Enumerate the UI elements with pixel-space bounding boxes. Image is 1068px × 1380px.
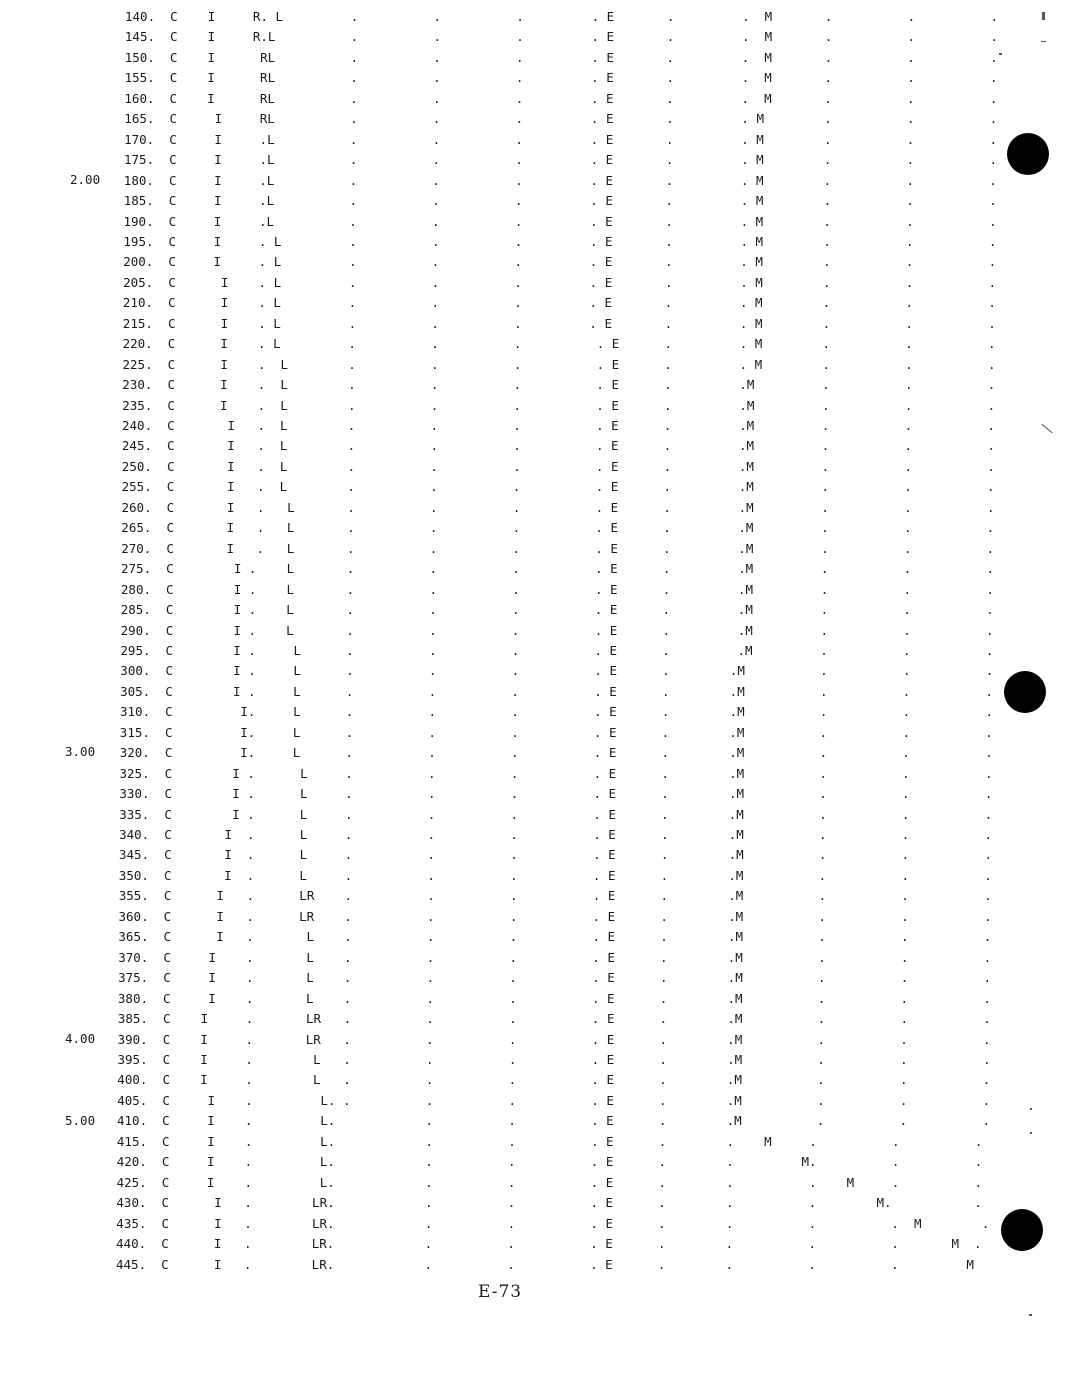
plot-row: 355. C I . LR . . . . E . .M . . . [118, 888, 992, 904]
plot-row: 155. C I RL . . . . E . . M . . . [124, 70, 998, 86]
scan-speck [1042, 12, 1045, 20]
plot-row: 200. C I . L . . . . E . . M . . . [123, 254, 997, 270]
plot-row: 210. C I . L . . . . E . . M . . . [122, 295, 996, 311]
plot-row: 415. C I . L. . . . E . . M . . . [116, 1133, 983, 1149]
plot-row: 250. C I . L . . . . E . .M . . . [121, 458, 995, 474]
scan-speck [1030, 1132, 1032, 1134]
plot-row: 175. C I .L . . . . E . . M . . . [124, 152, 997, 168]
plot-row: 185. C I .L . . . . E . . M . . . [123, 193, 997, 208]
plot-row: 150. C I RL . . . . E . . M . . . [124, 49, 998, 65]
plot-row: 195. C I . L . . . . E . . M . . . [123, 233, 997, 249]
plot-row: 340. C I . L . . . . E . .M . . . [119, 827, 993, 842]
plot-row: 365. C I . L . . . . E . .M . . . [118, 929, 992, 945]
plot-row: 230. C I . L . . . . E . .M . . . [122, 377, 996, 393]
plot-row: 255. C I . L . . . . E . .M . . . [121, 479, 995, 495]
plot-row: 275. C I . L . . . . E . .M . . . [121, 561, 994, 577]
margin-label: 2.00 [70, 172, 101, 187]
plot-row: 225. C I . L . . . . E . . M . . . [122, 356, 996, 372]
plot-row: 425. C I . L. . . . E . . . M . . [116, 1174, 983, 1190]
margin-label: 3.00 [65, 744, 96, 759]
plot-row: 300. C I . L . . . . E . .M . . . [120, 663, 994, 679]
page-number: E-73 [478, 1282, 523, 1302]
plot-row: 170. C I .L . . . . E . . M . . . [124, 131, 998, 147]
plot-row: 290. C I . L . . . . E . .M . . . [120, 622, 994, 638]
plot-row: 420. C I . L. . . . E . . M. . . [116, 1154, 983, 1170]
plot-row: 325. C I . L . . . . E . .M . . . [119, 765, 993, 781]
plot-row: 140. C I R. L . . . . E . . M . . . [125, 9, 998, 24]
plot-row: 380. C I . L . . . . E . .M . . . [117, 990, 991, 1006]
plot-row: 165. C I RL . . . . E . . M . . . [124, 111, 998, 127]
plot-row: 320. C I. L . . . . E . .M . . . [119, 745, 993, 761]
plot-row: 385. C I . LR . . . . E . .M . . . [117, 1011, 991, 1026]
plot-row: 245. C I . L . . . . E . .M . . . [121, 438, 995, 454]
plot-row: 260. C I . L . . . . E . .M . . . [121, 499, 995, 515]
plot-row: 330. C I . L . . . . E . .M . . . [119, 786, 993, 802]
margin-label: 5.00 [65, 1113, 96, 1128]
scan-speck [999, 53, 1002, 55]
plot-row: 240. C I . L . . . . E . .M . . . [122, 418, 995, 433]
punch-hole [1001, 1209, 1043, 1251]
plot-row: 305. C I . L . . . . E . .M . . . [120, 683, 994, 699]
scan-speck [1041, 424, 1052, 434]
plot-row: 390. C I . LR . . . . E . .M . . . [117, 1031, 991, 1047]
scan-speck [1030, 1108, 1032, 1110]
plot-row: 400. C I . L . . . . E . .M . . . [117, 1072, 991, 1088]
plot-row: 265. C I . L . . . . E . .M . . . [121, 520, 995, 536]
plot-row: 145. C I R.L . . . . E . . M . . . [124, 29, 998, 45]
plot-row: 315. C I. L . . . . E . .M . . . [119, 724, 993, 740]
plot-row: 430. C I . LR. . . . E . . . M. . [116, 1195, 982, 1211]
plot-row: 160. C I RL . . . . E . . M . . . [124, 90, 998, 106]
plot-row: 235. C I . L . . . . E . .M . . . [122, 397, 996, 413]
plot-row: 435. C I . LR. . . . E . . . . M . [116, 1215, 990, 1231]
plot-row: 180. C I .L . . . . E . . M . . . [123, 172, 997, 188]
plot-row: 335. C I . L . . . . E . .M . . . [119, 806, 993, 822]
plot-row: 375. C I . L . . . . E . .M . . . [118, 970, 992, 986]
plot-row: 395. C I . L . . . . E . .M . . . [117, 1052, 991, 1067]
plot-row: 190. C I .L . . . . E . . M . . . [123, 213, 997, 229]
plot-row: 310. C I. L . . . . E . .M . . . [120, 704, 993, 720]
plot-row: 410. C I . L. . . . E . .M . . . [117, 1113, 990, 1129]
plot-row: 350. C I . L . . . . E . .M . . . [118, 867, 992, 883]
plot-row: 370. C I . L . . . . E . .M . . . [118, 949, 992, 965]
plot-row: 445. C I . LR. . . . E . . . . M [116, 1256, 974, 1272]
scan-speck [1041, 41, 1046, 42]
plot-row: 295. C I . L . . . . E . .M . . . [120, 642, 994, 658]
plot-row: 280. C I . L . . . . E . .M . . . [120, 581, 994, 597]
punch-hole [1004, 671, 1046, 713]
plot-row: 345. C I . L . . . . E . .M . . . [119, 847, 992, 863]
plot-row: 285. C I . L . . . . E . .M . . . [120, 602, 994, 617]
plot-row: 440. C I . LR. . . . E . . . . M . [116, 1236, 982, 1251]
plot-row: 405. C I . L. . . . . E . .M . . . [117, 1092, 991, 1108]
scan-speck [1029, 1314, 1032, 1316]
plot-row: 220. C I . L . . . . E . . M . . . [122, 336, 996, 352]
margin-label: 4.00 [65, 1031, 96, 1046]
plot-row: 360. C I . LR . . . . E . .M . . . [118, 908, 992, 924]
plot-row: 215. C I . L . . . . E . . M . . . [122, 315, 996, 331]
plot-row: 205. C I . L . . . . E . . M . . . [123, 274, 997, 290]
punch-hole [1007, 133, 1049, 175]
plot-row: 270. C I . L . . . . E . .M . . . [121, 540, 995, 556]
